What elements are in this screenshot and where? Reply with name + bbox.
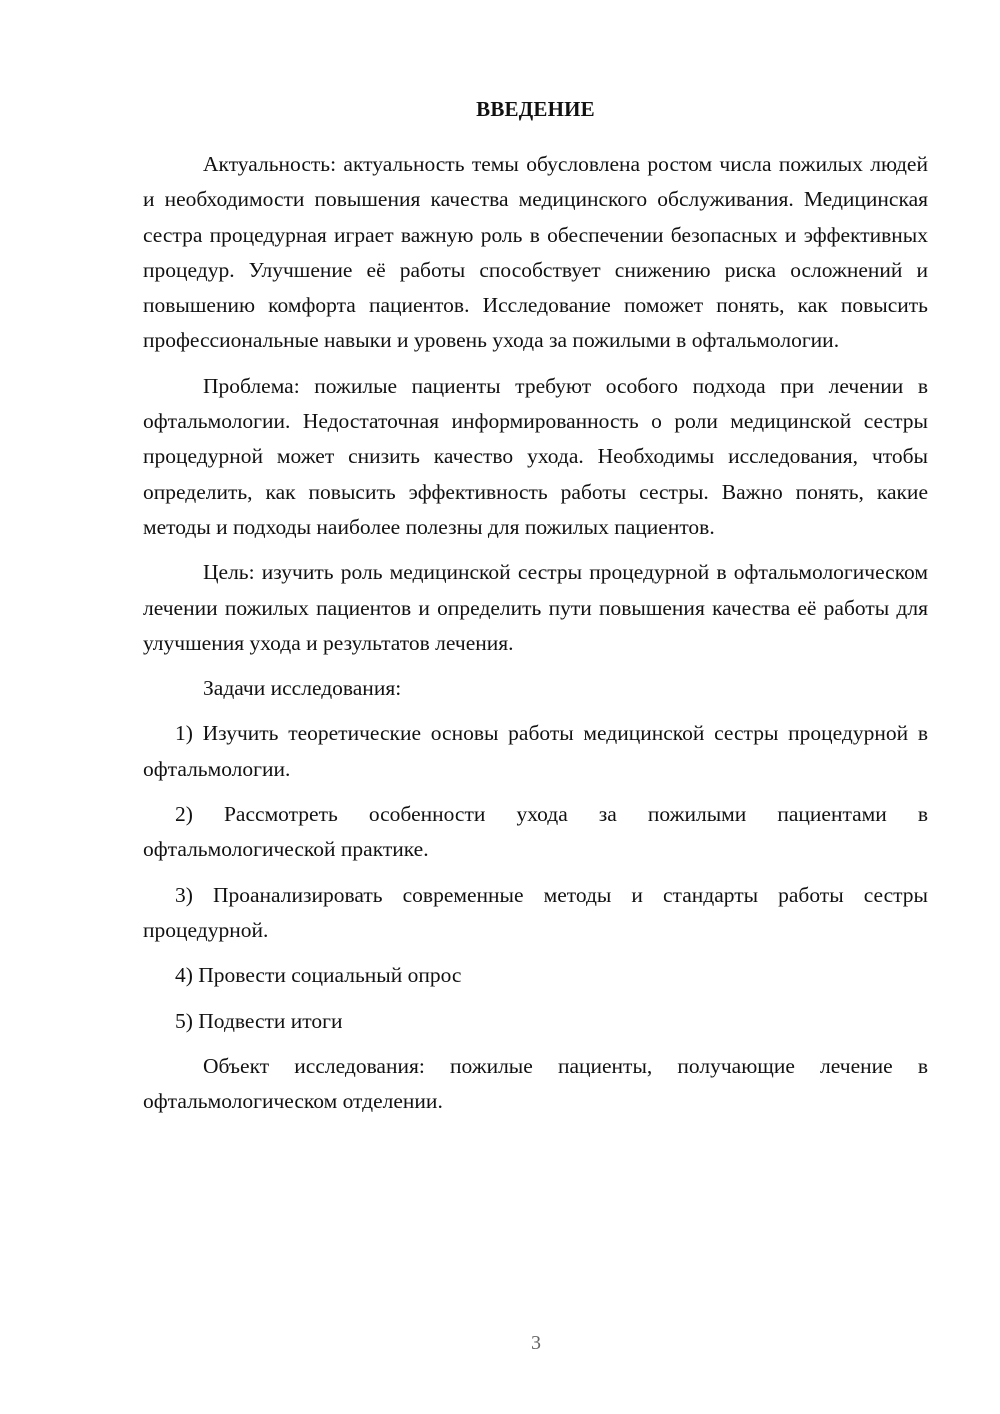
task-item: 4) Провести социальный опрос bbox=[175, 963, 462, 988]
tasks-list bbox=[143, 716, 928, 1038]
document-page bbox=[143, 92, 928, 1129]
tasks-heading: Задачи исследования: bbox=[203, 676, 402, 701]
paragraph-problem: Проблема: пожилые пациенты требуют особого подхода при лечении в офтальмологии. Недостаточная информированность о роли медицинской сестры процедурной может снизить качество ухода. Необходимы исследования, чтобы определить, как повысить эффективность работы сестры. Важно понять, какие методы и подходы наиболее полезны для пожилых пациентов. bbox=[143, 373, 928, 539]
page-title: ВВЕДЕНИЕ bbox=[476, 97, 595, 121]
paragraph-relevance: Актуальность: актуальность темы обусловлена ростом числа пожилых людей и необходимости повышения качества медицинского обслуживания. Медицинская сестра процедурная играет важную роль в обеспечении безопасных и эффективных процедур. Улучшение её работы способствует снижению риска осложнений и повышению комфорта пациентов. Исследование поможет понять, как повысить профессиональные навыки и уровень ухода за пожилыми в офтальмологии. bbox=[143, 152, 928, 353]
paragraph-object: Объект исследования: пожилые пациенты, получающие лечение в офтальмологическом отделении. bbox=[143, 1053, 928, 1114]
paragraph-goal: Цель: изучить роль медицинской сестры процедурной в офтальмологическом лечении пожилых пациентов и определить пути повышения качества её работы для улучшения ухода и результатов лечения. bbox=[143, 560, 928, 655]
task-item: 5) Подвести итоги bbox=[175, 1008, 343, 1033]
page-number: 3 bbox=[531, 1332, 541, 1354]
task-item: 1) Изучить теоретические основы работы медицинской сестры процедурной в офтальмологии. bbox=[143, 721, 928, 781]
task-item: 3) Проанализировать современные методы и стандарты работы сестры процедурной. bbox=[143, 882, 928, 942]
task-item: 2) Рассмотреть особенности ухода за пожилыми пациентами в офтальмологической практике. bbox=[143, 802, 928, 862]
